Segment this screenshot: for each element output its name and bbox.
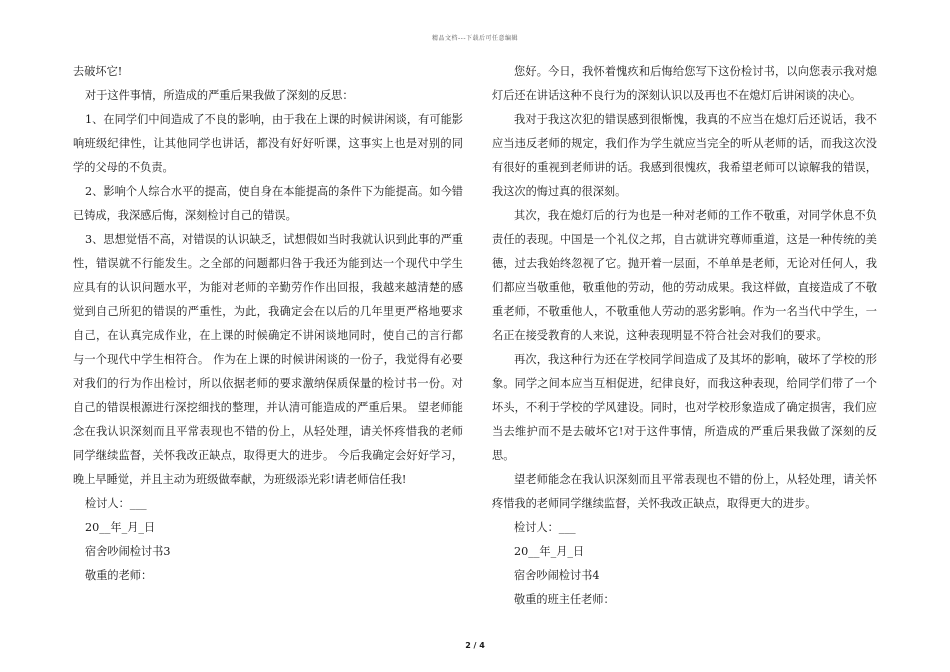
paragraph: 去破坏它! [73,65,123,78]
paragraph: 其次，我在熄灯后的行为也是一种对老师的工作不敬重，对同学休息不负责任的表现。中国是一个礼仪之邦，自古就讲究尊师重道，这是一种传统的美德，过去我始终忽视了它。抛开着一层面，不单单是老师，无论对任何人，我们都应当敬重他，敬重他的劳动，他的劳动成果。我这样做，直接造成了不敬重老师，不敬重他人，不敬重他人劳动的恶劣影响。作为一名当代中学生，一名正在接受教育的人来说，这种表现明显不符合社会对我们的要求。 [492,209,877,342]
section-title: 宿舍吵闹检讨书3 [85,545,171,558]
salutation: 敬重的老师： [85,569,153,582]
paragraph: 2、影响个人综合水平的提高，使自身在本能提高的条件下为能提高。如今错已铸成，我深感后悔，深刻检讨自己的错误。 [73,185,463,222]
paragraph: 望老师能念在我认识深刻而且平常表现也不错的份上，从轻处理，请关怀疼惜我的老师同学继续监督，关怀我改正缺点，取得更大的进步。 [492,473,877,510]
signature-line: 检讨人：___ [514,521,576,534]
paragraph: 再次，我这种行为还在学校同学间造成了及其坏的影响，破坏了学校的形象。同学之间本应当互相促进，纪律良好，而我这种表现，给同学们带了一个坏头，不利于学校的学风建设。同时，也对学校形象造成了确定损害，我们应当去维护而不是去破坏它!对于这件事情，所造成的严重后果我做了深刻的反思。 [492,353,877,462]
signature-line: 检讨人：___ [85,497,147,510]
paragraph: 我对于我这次犯的错误感到很惭愧，我真的不应当在熄灯后还说话，我不应当违反老师的规定，我们作为学生就应当完全的听从老师的话，而我这次没有很好的重视到老师讲的话。我感到很愧疚，我希望老师可以谅解我的错误，我这次的悔过真的很深刻。 [492,113,877,198]
page-number: 2 / 4 [465,641,485,650]
date-line: 20__年_月_日 [85,521,156,534]
date-line: 20__年_月_日 [514,545,585,558]
right-column [492,60,877,612]
left-column [73,60,463,588]
section-title: 宿舍吵闹检讨书4 [514,569,600,582]
paragraph: 1、在同学们中间造成了不良的影响，由于我在上课的时候讲闲谈，有可能影响班级纪律性，让其他同学也讲话，都没有好好听课，这事实上也是对别的同学的父母的不负责。 [73,113,463,174]
paragraph: 3、思想觉悟不高，对错误的认识缺乏，试想假如当时我就认识到此事的严重性，错误就不行能发生。之全部的问题都归咎于我还为能到达一个现代中学生应具有的认识问题水平，为能对老师的辛勤劳作作出回报，我越来越清楚的感觉到自己所犯的错误的严重性，为此，我确定会在以后的几年里更严格地要求自己，在认真完成作业，在上课的时候确定不讲闲谈地同时，使自己的言行都与一个现代中学生相符合。 作为在上课的时候讲闲谈的一份子，我觉得有必要对我们的行为作出检讨，所以依据老师的要求激纳保质保量的检讨书一份。对自己的错误根源进行深挖细找的整理，并认清可能造成的严重后果。 望老师能念在我认识深刻而且平常表现也不错的份上，从轻处理，请关怀疼惜我的老师同学继续监督，关怀我改正缺点，取得更大的进步。 今后我确定会好好学习，晚上早睡觉，并且主动为班级做奉献，为班级添光彩!请老师信任我! [73,233,463,486]
salutation: 敬重的班主任老师： [514,593,615,606]
paragraph: 对于这件事情，所造成的严重后果我做了深刻的反思： [85,89,354,102]
page-header: 精品文档---下载后可任意编辑 [432,35,518,42]
paragraph: 您好。今日，我怀着愧疚和后悔给您写下这份检讨书，以向您表示我对熄灯后还在讲话这种不良行为的深刻认识以及再也不在熄灯后讲闲谈的决心。 [492,65,877,102]
